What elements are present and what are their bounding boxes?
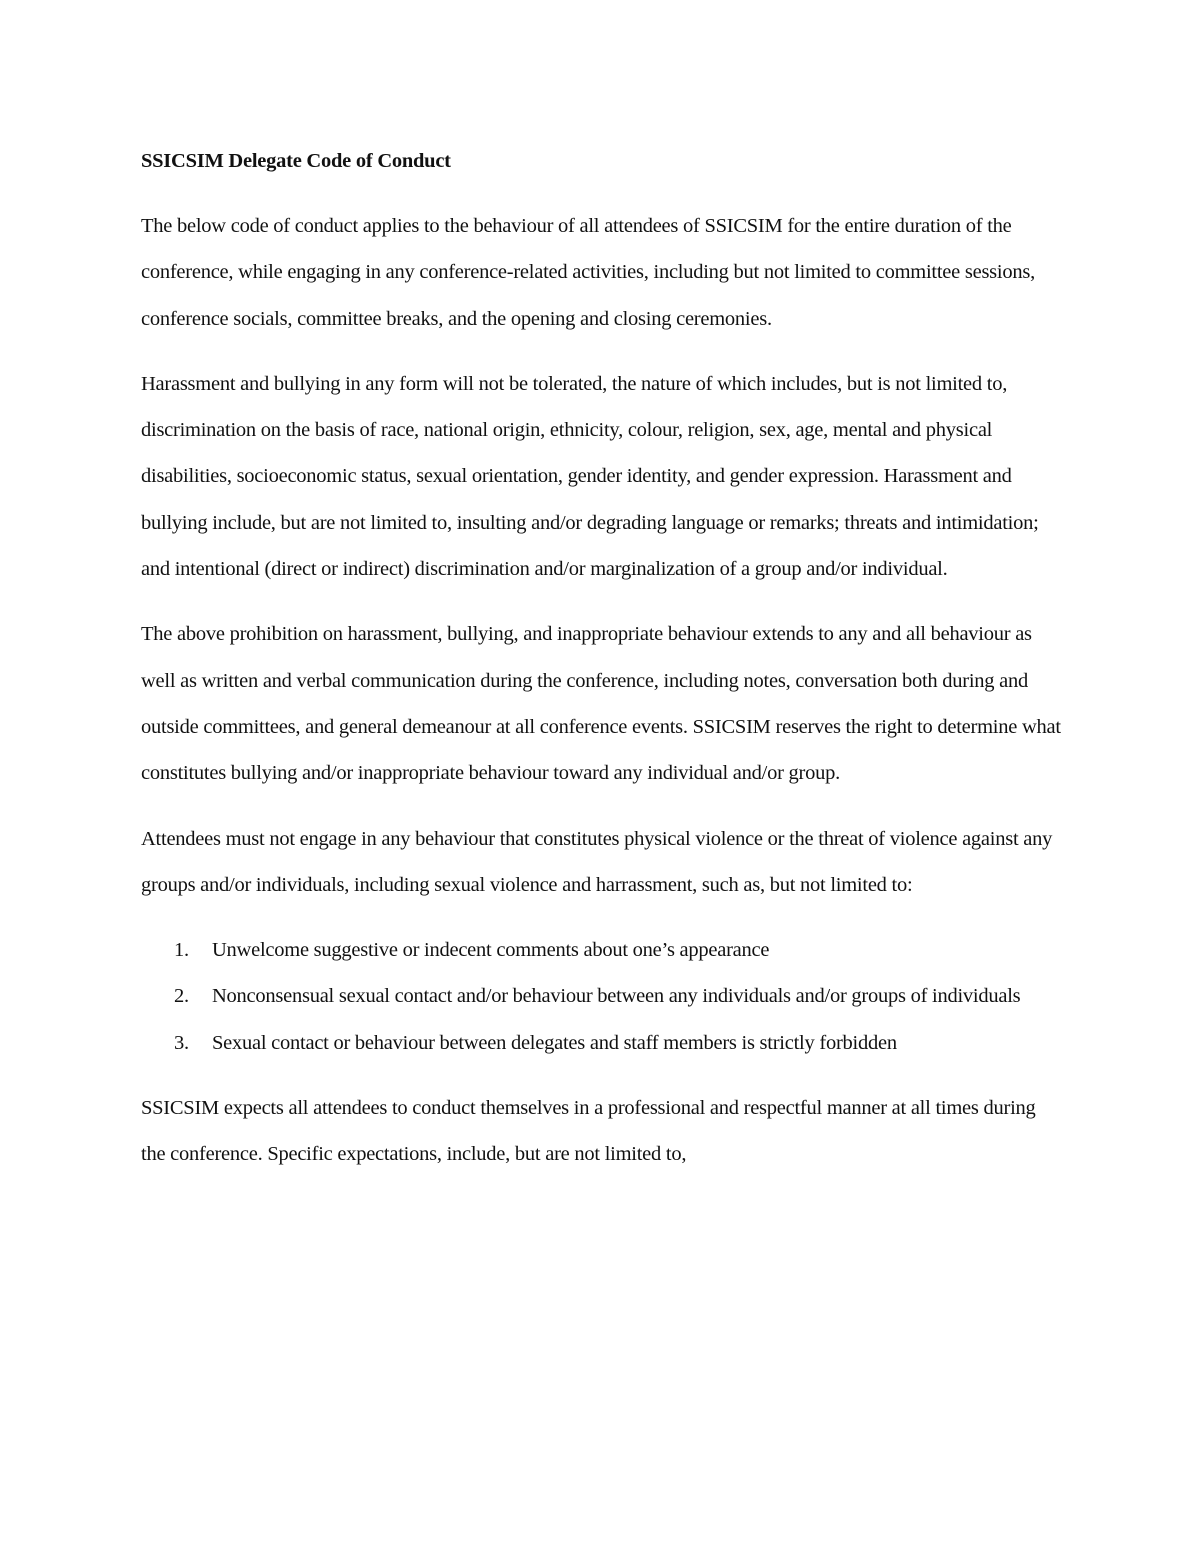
list-item bbox=[141, 1020, 1061, 1066]
paragraph-violence: Attendees must not engage in any behaviour that constitutes physical violence or the threat of violence against any groups and/or individuals, including sexual violence and harrassment, such as, but not limited to: bbox=[141, 827, 1053, 896]
document-body bbox=[141, 138, 1061, 1178]
list-item-number: 2. bbox=[174, 985, 189, 1008]
paragraph-harassment: Harassment and bullying in any form will not be tolerated, the nature of which includes, but is not limited to, discrimination on the basis of race, national origin, ethnicity, colour, religion, sex, age, mental and physical disabilities, socioeconomic status, sexual orientation, gender identity, and gender expression. Harassment and bullying include, but are not limited to, insulting and/or degrading language or remarks; threats and intimidation; and intentional (direct or indirect) discrimination and/or marginalization of a group and/or individual. bbox=[141, 372, 1039, 581]
list-item-text: Nonconsensual sexual contact and/or behaviour between any individuals and/or groups of individuals bbox=[212, 985, 1021, 1008]
list-item-text: Sexual contact or behaviour between delegates and staff members is strictly forbidden bbox=[212, 1031, 897, 1054]
list-item bbox=[141, 927, 1061, 973]
paragraph-expectations: SSICSIM expects all attendees to conduct themselves in a professional and respectful manner at all times during the conference. Specific expectations, include, but are not limited to, bbox=[141, 1097, 1036, 1166]
list-item-text: Unwelcome suggestive or indecent comments about one’s appearance bbox=[212, 939, 770, 962]
numbered-list bbox=[141, 927, 1061, 1066]
list-item bbox=[141, 973, 1061, 1019]
document-title: SSICSIM Delegate Code of Conduct bbox=[141, 150, 451, 172]
list-item-number: 1. bbox=[174, 939, 189, 962]
paragraph-scope: The below code of conduct applies to the behaviour of all attendees of SSICSIM for the entire duration of the conference, while engaging in any conference-related activities, including but not limited to committee sessions, conference socials, committee breaks, and the opening and closing ceremonies. bbox=[141, 215, 1035, 330]
paragraph-prohibition: The above prohibition on harassment, bullying, and inappropriate behaviour extends to any and all behaviour as well as written and verbal communication during the conference, including notes, conversation both during and outside committees, and general demeanour at all conference events. SSICSIM reserves the right to determine what constitutes bullying and/or inappropriate behaviour toward any individual and/or group. bbox=[141, 623, 1061, 785]
list-item-number: 3. bbox=[174, 1031, 189, 1054]
